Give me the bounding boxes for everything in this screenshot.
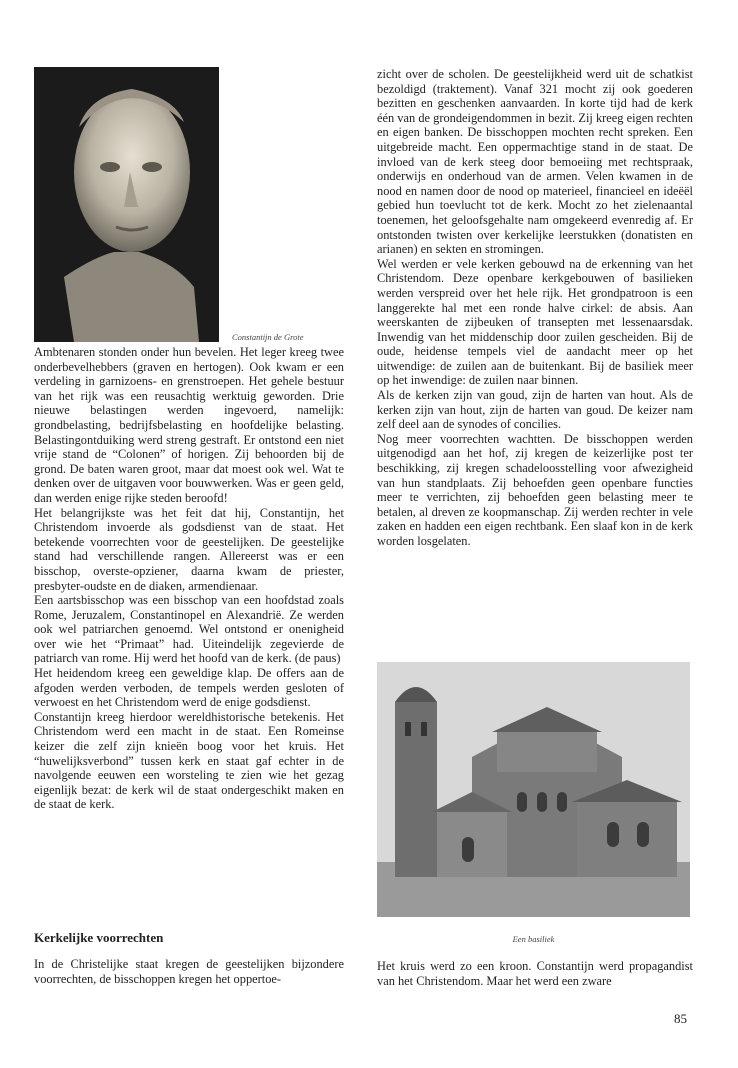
right-bottom-text — [377, 959, 693, 988]
paragraph: In de Christelijke staat kregen de geestelijken bijzondere voorrechten, de bisschoppen kregen het oppertoe- — [34, 957, 344, 986]
constantine-bust-icon — [34, 67, 219, 342]
paragraph: zicht over de scholen. De geestelijkheid werd uit de schatkist bezoldigd (traktement). Vanaf 321 mocht zij ook goederen bezitten en geschenken aanvaarden. In korte tijd had de kerk één van de grondeigendommen in bezit. Zij kreeg eigen rechten en eigen banken. De bisschoppen mochten recht spreken. Een uitgebreide macht. Een oppermachtige stand in de staat. De invloed van de kerk steeg door bemoeiing met rechtspraak, onderwijs en onderhoud van de armen. Velen kwamen in de nood en namen door de nood op materieel, financieel en ideëël gebied hun toevlucht tot de kerk. Mocht zo het zielenaantal toenemen, het geloofsgehalte nam omgekeerd evenredig af. Er ontstonden twisten over kerkelijke leerstukken (donatisten en arianen) en sekten en stromingen. — [377, 67, 693, 257]
paragraph: Het kruis werd zo een kroon. Constantijn werd propagandist van het Christendom. Maar het werd een zware — [377, 959, 693, 988]
paragraph: Ambtenaren stonden onder hun bevelen. Het leger kreeg twee onderbevelhebbers (graven en hertogen). Ook kwam er een verdeling in garnizoens- en grenstroepen. Het gehele bestuur van het rijk was een reusachtig werktuig geworden. Drie nieuwe belastingen werden ingevoerd, namelijk: grondbelasting, bedrijfsbelasting en hoofdelijke belasting. Belastingontduiking werd streng gestraft. Er ontstond een niet vrije stand de “Colonen” of horigen. Zij behoorden bij de grond. De baten waren groot, maar dat moest ook wel. Wat te denken over de uitgaven voor bouwwerken. Was er geen geld, dan werden enige rijke steden beroofd! — [34, 345, 344, 505]
right-column — [377, 67, 693, 549]
paragraph: Als de kerken zijn van goud, zijn de harten van hout. Als de kerken zijn van hout, zijn de harten van goud. De keizer nam zelf deel aan de synodes of concilies. — [377, 388, 693, 432]
basilica-image — [377, 662, 690, 917]
paragraph: Constantijn kreeg hierdoor wereldhistorische betekenis. Het Christendom werd een macht in de staat. Een Romeinse keizer die zelf zijn knieën boog voor het kruis. Het “huwelijksverbond” tussen kerk en staat gaf echter in de navolgende eeuwen een worsteling te zien wie het gezag eigenlijk bezat: de kerk wil de staat ondergeschikt maken en de staat de kerk. — [34, 709, 344, 812]
left-column — [34, 345, 344, 812]
paragraph: Nog meer voorrechten wachtten. De bisschoppen werden uitgenodigd aan het hof, zij kregen de keizerlijke post ter beschikking, zij kregen schadeloosstelling voor afwezigheid van hun standplaats. Zij behoefden geen openbare functies meer te verrichten, zij behoefden geen belasting meer te betalen, al dreven ze koopmanschap. Zij werden rechter in vele zaken en hadden een eigen rechtbank. Een slaaf kon in de kerk worden losgelaten. — [377, 431, 693, 548]
paragraph: Het belangrijkste was het feit dat hij, Constantijn, het Christendom invoerde als godsdienst van de staat. Het betekende voorrechten voor de geestelijken. De geestelijke stand had verschillende rangen. Allereerst was er een bisschop, overste-opziener, daarna kwam de priester, presbyter-oudste en de diaken, armendienaar. — [34, 505, 344, 593]
left-bottom-text — [34, 957, 344, 986]
basilica-caption-wrap — [0, 934, 738, 944]
paragraph: Wel werden er vele kerken gebouwd na de erkenning van het Christendom. Deze openbare kerkgebouwen of basilieken werden verspreid over het hele rijk. Het grondpatroon is een langgerekte hal met een ronde halve cirkel: de absis. Aan weerskanten de zijbeuken of transepten met lessenaarsdak. Inwendig van het middenschip door zuilen gescheiden. Bij de oude, heidense tempels viel de aandacht meer op het uitwendige: de zuilen aan de buitenkant. Bij de basiliek meer op het inwendige: de zuilen naar binnen. — [377, 256, 693, 388]
basilica-caption: Een basiliek — [512, 934, 555, 944]
section-heading: Kerkelijke voorrechten — [34, 930, 164, 945]
paragraph: Het heidendom kreeg een geweldige klap. De offers aan de afgoden werden verboden, de tempels werden gesloten of verwoest en het Christendom werd de enige godsdienst. — [34, 666, 344, 710]
page-number: 85 — [674, 1011, 687, 1026]
basilica-building-icon — [377, 662, 690, 917]
portrait-caption: Constantijn de Grote — [232, 332, 304, 342]
paragraph: Een aartsbisschop was een bisschop van een hoofdstad zoals Rome, Jeruzalem, Constantinopel en Alexandrië. Ze werden ook wel patriarchen genoemd. Wel ontstond er onenigheid over wie het “Primaat” had. Uiteindelijk zegevierde de patriarch van rome. Hij werd het hoofd van de kerk. (de paus) — [34, 593, 344, 666]
portrait-image — [34, 67, 219, 342]
